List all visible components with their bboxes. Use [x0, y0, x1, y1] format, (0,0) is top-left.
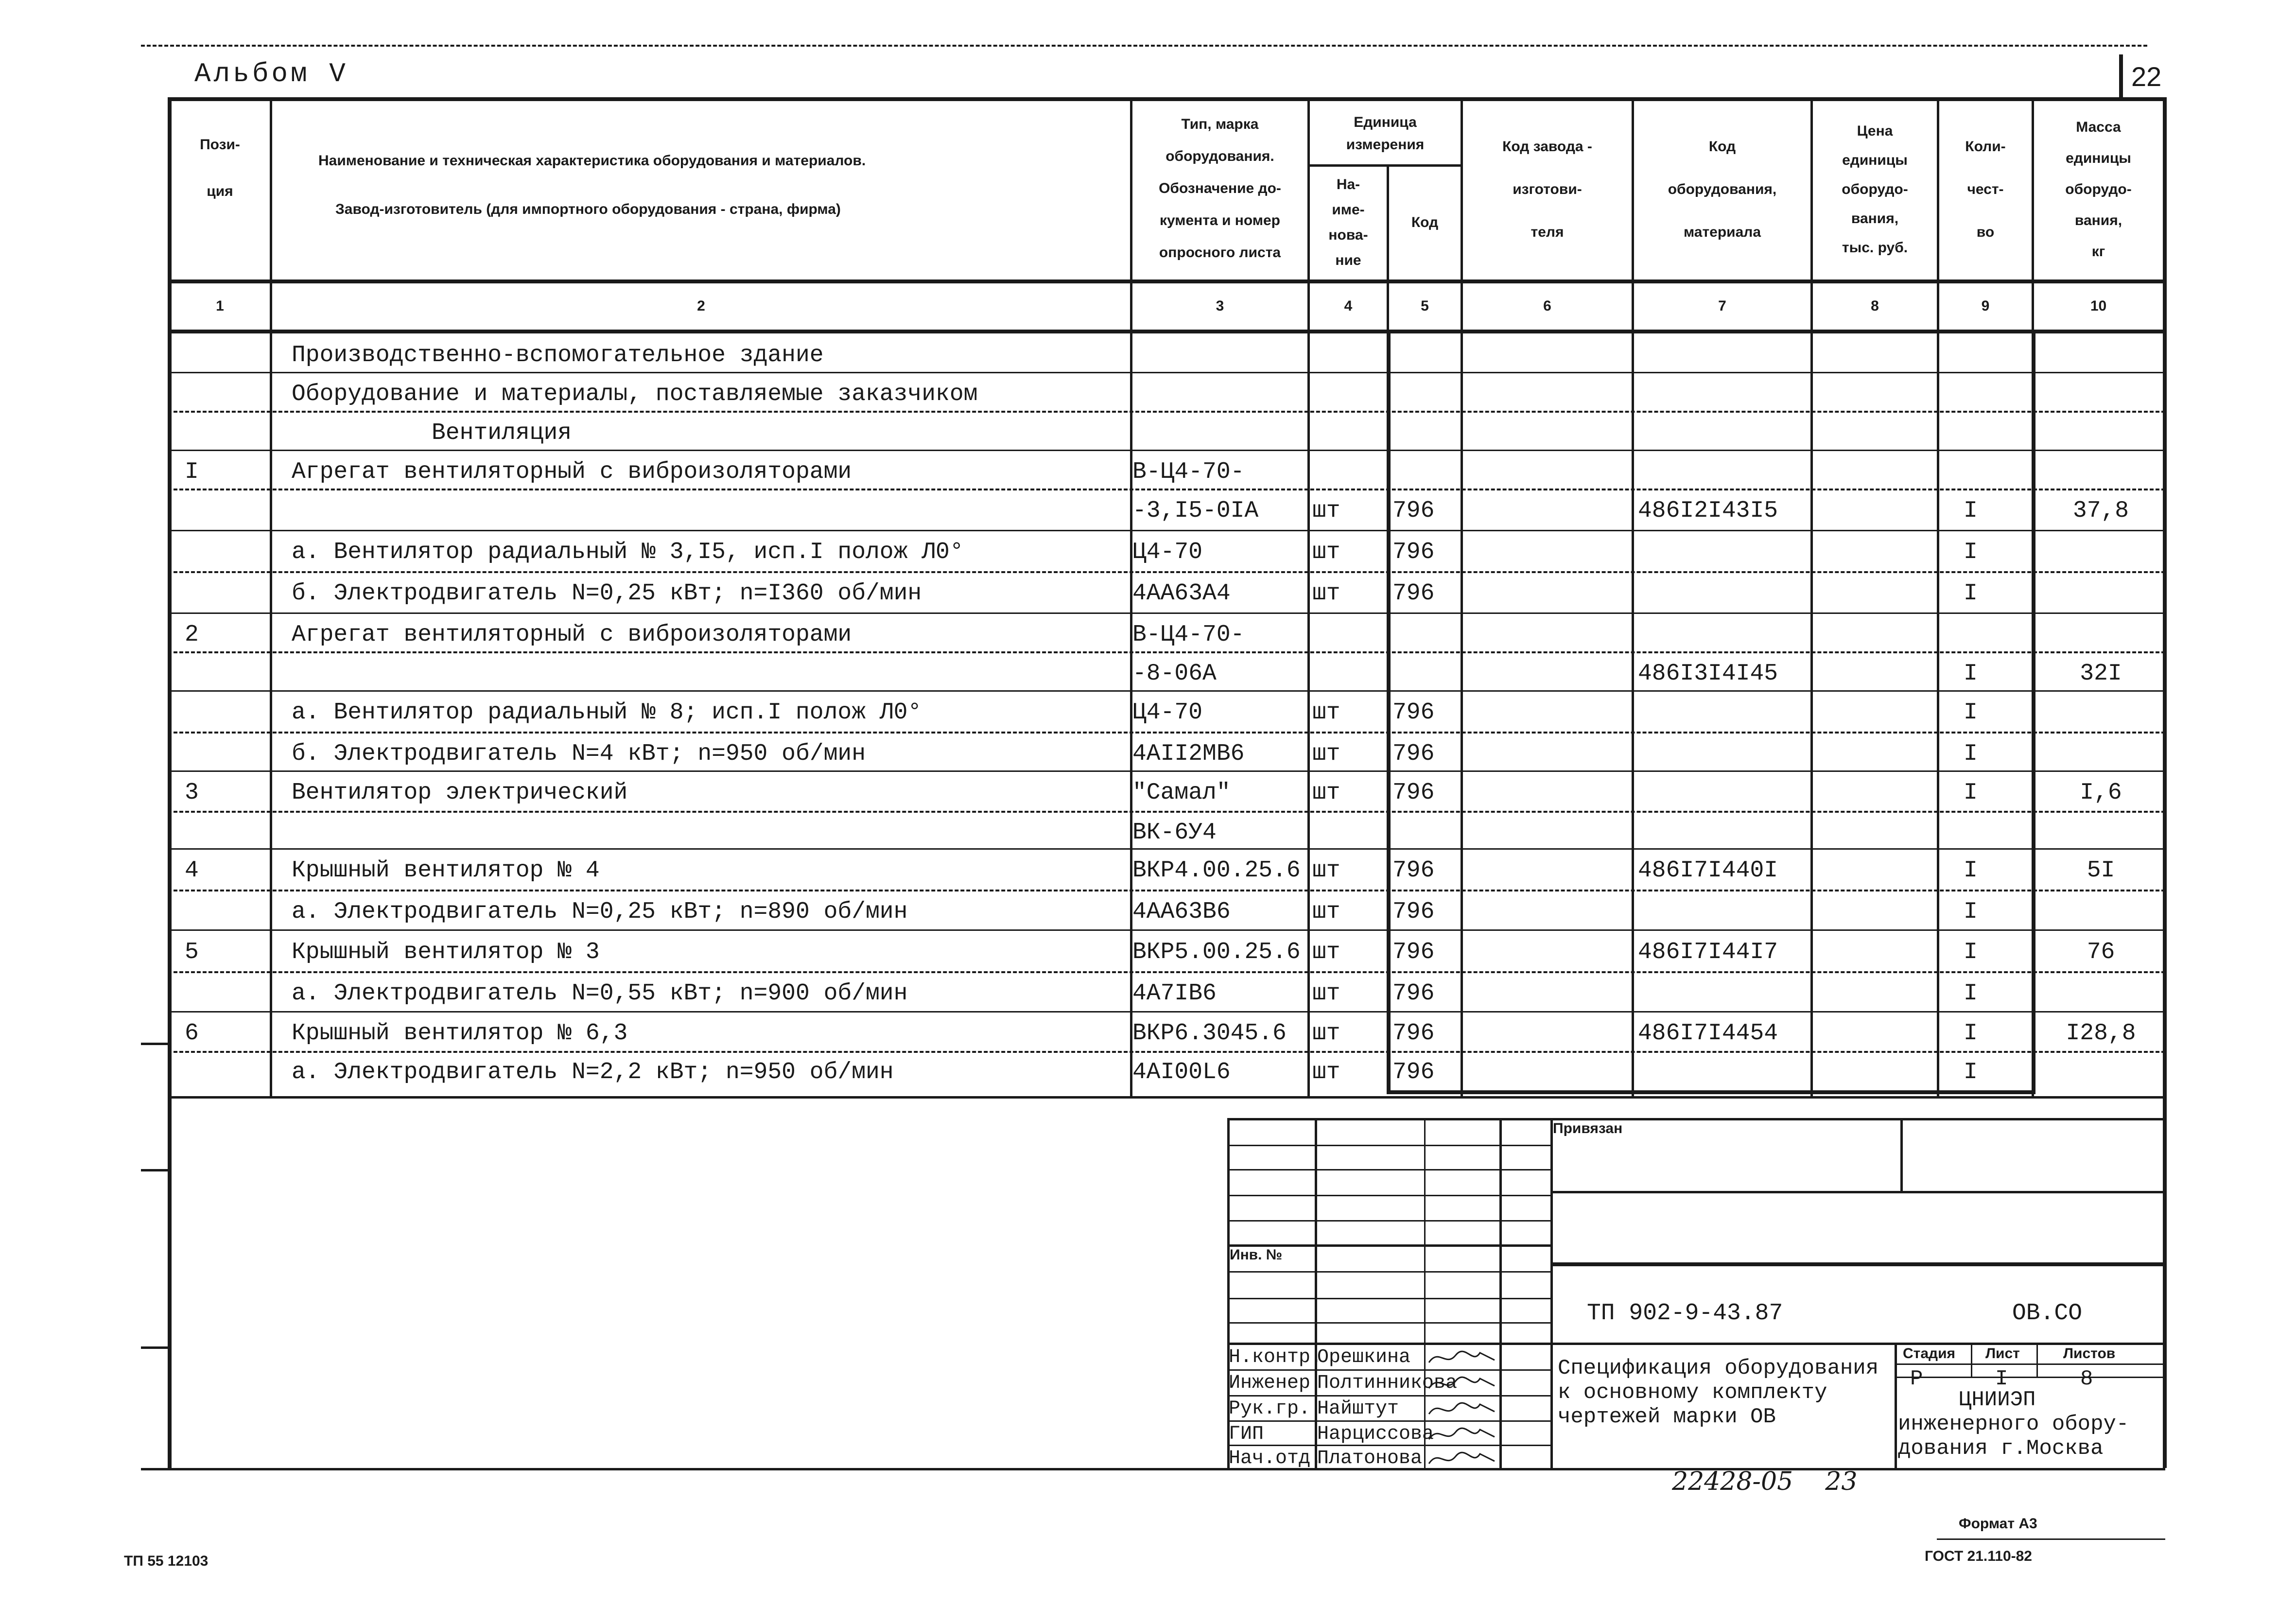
cell-unit: шт: [1312, 699, 1340, 726]
cell-qty: [1964, 452, 2032, 492]
sheet-label: Лист: [1985, 1345, 2020, 1362]
col9-header: Коли- чест- во: [1965, 139, 2006, 240]
cell-type: Ц4-70: [1132, 699, 1203, 726]
cell-name: а. Электродвигатель N=0,25 кВт; n=890 об/мин: [292, 899, 908, 925]
cell-type: ВКР4.00.25.6: [1132, 857, 1301, 884]
doc-title-line1: Спецификация оборудования: [1558, 1356, 1879, 1380]
cell-unit: шт: [1312, 980, 1340, 1007]
cell-pos: 6: [185, 1020, 199, 1047]
format-label: Формат А3: [1959, 1516, 2037, 1532]
drawing-mark: ОВ.СО: [2012, 1300, 2083, 1327]
cell-qty: I: [1964, 939, 1978, 965]
cell-code: 796: [1392, 939, 1435, 965]
cell-qty: [1964, 615, 2032, 655]
cell-equip: 486I7I440I: [1638, 857, 1778, 884]
cell-name: а. Вентилятор радиальный № 3,I5, исп.I полож Л0°: [292, 539, 964, 565]
signature-icon: [1426, 1447, 1499, 1471]
cell-type: [1132, 335, 1307, 375]
cell-equip: [1638, 335, 1808, 375]
cell-name: а. Электродвигатель N=0,55 кВт; n=900 об/мин: [292, 980, 908, 1007]
gost-label: ГОСТ 21.110-82: [1925, 1548, 2032, 1564]
cell-mass: [2041, 335, 2160, 375]
cell-code: [1392, 374, 1461, 414]
cell-name: Крышный вентилятор № 6,3: [292, 1020, 628, 1047]
cell-equip: [1638, 1052, 1808, 1092]
cell-type: ВКР6.3045.6: [1132, 1020, 1287, 1047]
cell-name: Оборудование и материалы, поставляемые заказчиком: [292, 381, 978, 407]
cell-name: Вентилятор электрический: [292, 780, 628, 806]
cell-type: В-Ц4-70-: [1132, 622, 1245, 648]
sheets-value: 8: [2080, 1367, 2093, 1391]
cell-unit: [1312, 452, 1385, 492]
cell-type: Ц4-70: [1132, 539, 1203, 565]
cell-qty: I: [1964, 1059, 1978, 1085]
cell-code: 796: [1392, 780, 1435, 806]
cell-name: а. Вентилятор радиальный № 8; исп.I полож Л0°: [292, 699, 922, 726]
cell-mass: 37,8: [2072, 498, 2129, 524]
col6-header: Код завода - изготови- теля: [1502, 139, 1592, 240]
cell-code: 796: [1392, 699, 1435, 726]
cell-mass: [2041, 532, 2160, 572]
cell-unit: шт: [1312, 1020, 1340, 1047]
cell-name: [292, 654, 1128, 694]
stamp-person-name: Нарциссова: [1317, 1423, 1434, 1445]
cell-unit: шт: [1312, 899, 1340, 925]
cell-type: 4А7IВ6: [1132, 980, 1217, 1007]
cell-equip: [1638, 734, 1808, 774]
cell-unit: шт: [1312, 857, 1340, 884]
doc-title-line3: чертежей марки ОВ: [1558, 1405, 1776, 1429]
cell-code: 796: [1392, 539, 1435, 565]
cell-type: 4АI00L6: [1132, 1059, 1231, 1085]
cell-unit: шт: [1312, 780, 1340, 806]
col-num-3: 3: [1216, 298, 1224, 314]
col-num-6: 6: [1543, 298, 1551, 314]
cell-qty: [1964, 374, 2032, 414]
cell-qty: I: [1964, 741, 1978, 767]
cell-qty: I: [1964, 661, 1978, 687]
cell-name: Агрегат вентиляторный с виброизоляторами: [292, 459, 852, 485]
cell-mass: [2041, 615, 2160, 655]
col3-header: Тип, марка оборудования. Обозначение до- кумента и номер опросного листа: [1159, 116, 1281, 261]
cell-code: [1392, 615, 1461, 655]
cell-equip: [1638, 974, 1808, 1013]
cell-type: 4АА63А4: [1132, 580, 1231, 607]
cell-mass: I28,8: [2066, 1020, 2136, 1047]
drawing-bottom-line: [141, 1468, 2165, 1470]
cell-qty: I: [1964, 899, 1978, 925]
tp-code: ТП 55 12103: [124, 1553, 209, 1569]
cell-mass: [2041, 1052, 2160, 1092]
cell-unit: [1312, 813, 1385, 853]
cell-equip: [1638, 693, 1808, 733]
cell-pos: [185, 693, 262, 733]
cell-mass: [2041, 374, 2160, 414]
col-num-9: 9: [1981, 298, 1990, 314]
cell-name: Крышный вентилятор № 3: [292, 939, 600, 965]
cell-equip: 486I3I4I45: [1638, 661, 1778, 687]
cell-unit: шт: [1312, 939, 1340, 965]
cell-qty: I: [1964, 699, 1978, 726]
col5-header: Код: [1411, 214, 1439, 230]
cell-name: Агрегат вентиляторный с виброизоляторами: [292, 622, 852, 648]
album-label: Альбом V: [194, 58, 348, 89]
cell-pos: [185, 374, 262, 414]
cell-equip: [1638, 574, 1808, 613]
cell-code: 796: [1392, 580, 1435, 607]
cell-mass: [2041, 813, 2160, 853]
cell-equip: [1638, 413, 1808, 453]
cell-code: [1392, 335, 1461, 375]
stamp-role: Инженер: [1229, 1372, 1311, 1394]
cell-qty: I: [1964, 980, 1978, 1007]
stamp-person-name: Найштут: [1317, 1398, 1399, 1420]
signature-icon: [1426, 1422, 1499, 1447]
document-code: ТП 902-9-43.87: [1587, 1300, 1783, 1327]
cell-type: 4АА63В6: [1132, 899, 1231, 925]
cell-pos: 2: [185, 622, 199, 648]
cell-qty: I: [1964, 780, 1978, 806]
col-num-5: 5: [1421, 298, 1429, 314]
inventory-number-label: Инв. №: [1230, 1247, 1283, 1263]
cell-name: Вентиляция: [292, 420, 572, 446]
table-top-border: [168, 97, 2165, 101]
cell-unit: [1312, 374, 1385, 414]
cell-equip: [1638, 532, 1808, 572]
stamp-role: ГИП: [1229, 1423, 1264, 1445]
cell-unit: [1312, 654, 1385, 694]
org-line1: ЦНИИЭП: [1959, 1388, 2036, 1412]
cell-name: б. Электродвигатель N=0,25 кВт; n=I360 об/мин: [292, 580, 922, 607]
cell-qty: I: [1964, 1020, 1978, 1047]
cell-pos: [185, 335, 262, 375]
col2-header-line1: Наименование и техническая характеристика оборудования и материалов.: [318, 153, 866, 169]
cell-pos: [185, 413, 262, 453]
stamp-role: Н.контр.: [1229, 1346, 1322, 1368]
cell-type: [1132, 374, 1307, 414]
cell-equip: [1638, 452, 1808, 492]
col-num-1: 1: [216, 298, 224, 314]
col-num-2: 2: [697, 298, 705, 314]
cell-mass: [2041, 693, 2160, 733]
cell-unit: шт: [1312, 498, 1340, 524]
cell-name: Крышный вентилятор № 4: [292, 857, 600, 884]
cell-qty: I: [1964, 498, 1978, 524]
cell-type: ВК-6У4: [1132, 820, 1217, 846]
cell-mass: [2041, 974, 2160, 1013]
cell-pos: 3: [185, 780, 199, 806]
cell-code: [1392, 413, 1461, 453]
cell-unit: шт: [1312, 539, 1340, 565]
cell-equip: 486I7I4454: [1638, 1020, 1778, 1047]
stage-label: Стадия: [1903, 1345, 1956, 1362]
cell-qty: I: [1964, 539, 1978, 565]
col10-header: Масса единицы оборудо- вания, кг: [2065, 119, 2132, 260]
cell-pos: 4: [185, 857, 199, 884]
stamp-role: Нач.отд.: [1229, 1448, 1322, 1469]
col7-header: Код оборудования, материала: [1668, 139, 1777, 240]
sheet-value: I: [1995, 1367, 2008, 1391]
cell-equip: [1638, 813, 1808, 853]
stamp-person-name: Орешкина: [1317, 1346, 1411, 1368]
cell-pos: [185, 654, 262, 694]
cell-qty: [1964, 335, 2032, 375]
cell-unit: шт: [1312, 1059, 1340, 1085]
cell-name: [292, 813, 1128, 853]
cell-type: -3,I5-0IA: [1132, 498, 1259, 524]
col1-header: Пози- ция: [200, 137, 240, 199]
cell-qty: I: [1964, 580, 1978, 607]
cell-mass: [2041, 413, 2160, 453]
cell-mass: 32I: [2080, 661, 2122, 687]
sheet-corner-number: 22: [2131, 61, 2162, 92]
cell-equip: 486I2I43I5: [1638, 498, 1778, 524]
cell-name: Производственно-вспомогательное здание: [292, 342, 824, 368]
stamp-person-name: Платонова: [1317, 1448, 1423, 1469]
cell-equip: 486I7I44I7: [1638, 939, 1778, 965]
cell-type: -8-06А: [1132, 661, 1217, 687]
cell-pos: [185, 574, 262, 613]
cell-unit: [1312, 615, 1385, 655]
cell-pos: [185, 532, 262, 572]
cell-code: [1392, 813, 1461, 853]
cell-pos: I: [185, 459, 199, 485]
cell-equip: [1638, 374, 1808, 414]
col-num-4: 4: [1344, 298, 1353, 314]
col-num-8: 8: [1871, 298, 1879, 314]
cell-code: [1392, 452, 1461, 492]
cell-pos: [185, 813, 262, 853]
col2-header-line2: Завод-изготовитель (для импортного оборудования - страна, фирма): [335, 201, 841, 217]
signature-icon: [1426, 1371, 1499, 1396]
cell-qty: [1964, 813, 2032, 853]
cell-mass: [2041, 574, 2160, 613]
cell-pos: [185, 491, 262, 531]
cell-code: [1392, 654, 1461, 694]
cell-pos: [185, 1052, 262, 1092]
org-line3: дования г.Москва: [1898, 1436, 2104, 1461]
handwritten-archive-number: 22428-05 23: [1672, 1467, 1858, 1496]
cell-type: ВКР5.00.25.6: [1132, 939, 1301, 965]
col45-group-header: Единица измерения: [1346, 114, 1425, 153]
cell-mass: I,6: [2080, 780, 2122, 806]
cell-pos: 5: [185, 939, 199, 965]
cell-name: б. Электродвигатель N=4 кВт; n=950 об/мин: [292, 741, 866, 767]
cell-pos: [185, 974, 262, 1013]
signature-icon: [1426, 1397, 1499, 1421]
cell-code: 796: [1392, 741, 1435, 767]
cell-type: 4АII2МВ6: [1132, 741, 1245, 767]
cell-name: [292, 491, 1128, 531]
cell-code: 796: [1392, 1059, 1435, 1085]
cell-qty: [1964, 413, 2032, 453]
cell-pos: [185, 734, 262, 774]
cell-pos: [185, 892, 262, 932]
doc-title-line2: к основному комплекту: [1558, 1380, 1827, 1405]
cell-code: 796: [1392, 857, 1435, 884]
cell-unit: [1312, 413, 1385, 453]
cell-mass: 76: [2087, 939, 2115, 965]
stamp-role: Рук.гр.: [1229, 1398, 1311, 1420]
cell-mass: [2041, 734, 2160, 774]
stamp-person-name: Полтинникова: [1317, 1372, 1458, 1394]
cell-equip: [1638, 615, 1808, 655]
cell-mass: 5I: [2087, 857, 2115, 884]
col-num-7: 7: [1718, 298, 1726, 314]
cell-unit: шт: [1312, 580, 1340, 607]
cell-type: "Самал": [1132, 780, 1231, 806]
cell-qty: I: [1964, 857, 1978, 884]
cell-code: 796: [1392, 1020, 1435, 1047]
cell-unit: [1312, 335, 1385, 375]
cell-mass: [2041, 452, 2160, 492]
cell-name: а. Электродвигатель N=2,2 кВт; n=950 об/мин: [292, 1059, 894, 1085]
cell-equip: [1638, 773, 1808, 813]
col4-header: На- име- нова- ние: [1328, 176, 1368, 268]
sheets-label: Листов: [2063, 1345, 2116, 1362]
stage-value: Р: [1910, 1367, 1923, 1391]
cell-code: 796: [1392, 498, 1435, 524]
cell-type: [1132, 413, 1307, 453]
col8-header: Цена единицы оборудо- вания, тыс. руб.: [1842, 123, 1908, 256]
col-num-10: 10: [2090, 298, 2107, 314]
cell-mass: [2041, 892, 2160, 932]
cell-type: В-Ц4-70-: [1132, 459, 1245, 485]
cell-code: 796: [1392, 980, 1435, 1007]
cell-code: 796: [1392, 899, 1435, 925]
cell-unit: шт: [1312, 741, 1340, 767]
signature-icon: [1426, 1345, 1499, 1370]
privyazan-label: Привязан: [1553, 1120, 1623, 1136]
org-line2: инженерного обору-: [1898, 1412, 2129, 1436]
cell-equip: [1638, 892, 1808, 932]
